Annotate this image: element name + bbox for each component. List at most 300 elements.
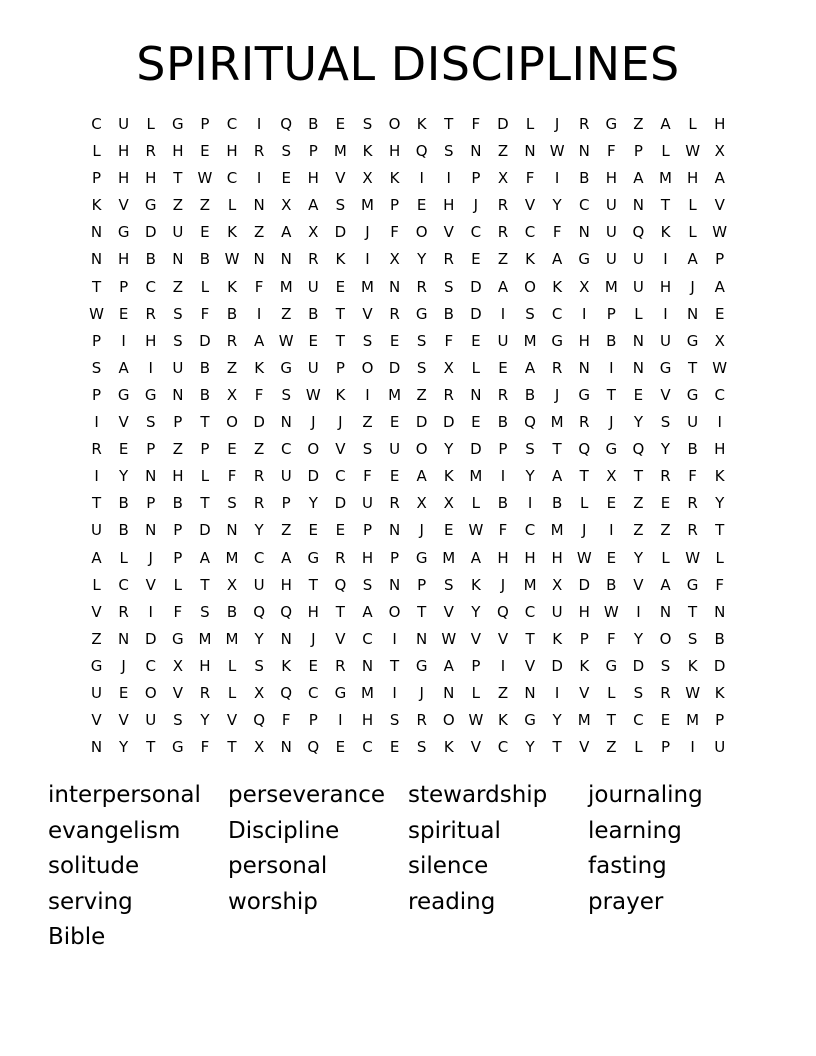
grid-letter: I	[500, 467, 506, 486]
grid-letter: Q	[632, 223, 645, 242]
grid-letter: L	[471, 494, 481, 513]
grid-letter: Q	[524, 413, 536, 432]
grid-letter: I	[554, 169, 560, 188]
grid-letter: U	[497, 331, 509, 350]
grid-letter: M	[442, 548, 456, 567]
grid-letter: W	[685, 548, 701, 567]
grid-letter: Q	[334, 575, 347, 594]
grid-letter: G	[415, 656, 428, 675]
grid-letter: I	[148, 358, 153, 377]
grid-letter: K	[443, 738, 454, 757]
grid-letter: V	[335, 440, 346, 459]
grid-letter: P	[498, 440, 508, 459]
grid-letter: U	[145, 711, 157, 730]
grid-letter: E	[200, 223, 210, 242]
grid-letter: R	[660, 467, 671, 486]
grid-letter: T	[660, 196, 671, 215]
grid-letter: Y	[552, 711, 562, 730]
grid-letter: S	[633, 683, 644, 702]
grid-letter: H	[714, 440, 726, 459]
grid-letter: B	[551, 494, 563, 513]
grid-letter: Z	[362, 413, 373, 432]
grid-letter: W	[305, 385, 321, 404]
grid-letter: G	[686, 385, 699, 404]
grid-letter: H	[280, 575, 292, 594]
grid-letter: F	[607, 629, 616, 648]
grid-letter: S	[362, 331, 373, 350]
grid-letter: F	[525, 169, 535, 188]
grid-letter: O	[307, 440, 320, 459]
grid-letter: E	[606, 494, 617, 513]
grid-letter: P	[308, 142, 318, 161]
grid-letter: V	[335, 169, 346, 188]
grid-letter: X	[389, 250, 400, 269]
grid-letter: I	[690, 738, 695, 757]
grid-letter: S	[660, 656, 671, 675]
grid-letter: E	[389, 413, 400, 432]
grid-letter: Q	[280, 683, 293, 702]
grid-letter: G	[578, 250, 591, 269]
grid-letter: L	[92, 575, 101, 594]
grid-letter: B	[579, 169, 590, 188]
grid-letter: B	[308, 304, 319, 323]
grid-letter: V	[91, 602, 102, 621]
grid-letter: K	[254, 358, 265, 377]
grid-letter: H	[145, 331, 157, 350]
grid-letter: H	[361, 548, 374, 567]
grid-letter: J	[311, 629, 316, 648]
grid-letter: Y	[660, 440, 671, 459]
grid-letter: P	[579, 629, 589, 648]
grid-letter: A	[497, 277, 509, 296]
grid-letter: G	[144, 385, 157, 404]
grid-letter: Y	[552, 196, 562, 215]
grid-letter: H	[551, 548, 563, 567]
grid-letter: S	[687, 629, 698, 648]
grid-letter: L	[471, 358, 481, 377]
grid-letter: X	[579, 277, 590, 296]
grid-letter: C	[470, 223, 482, 242]
grid-letter: D	[307, 467, 320, 486]
grid-letter: R	[416, 277, 427, 296]
grid-letter: N	[686, 304, 699, 323]
grid-letter: Z	[253, 440, 265, 459]
grid-letter: X	[497, 169, 509, 188]
grid-letter: D	[497, 115, 509, 133]
grid-letter: E	[660, 494, 671, 513]
grid-letter: I	[500, 656, 506, 675]
grid-letter: C	[578, 196, 590, 215]
grid-letter: V	[470, 629, 481, 648]
word-list-item: worship	[228, 888, 318, 915]
grid-letter: W	[576, 548, 592, 567]
grid-letter: F	[471, 115, 481, 133]
grid-letter: E	[389, 738, 400, 757]
grid-letter: W	[603, 602, 619, 621]
grid-letter: Y	[471, 602, 481, 621]
grid-letter: V	[443, 602, 454, 621]
grid-letter: H	[226, 142, 238, 161]
grid-letter: U	[307, 277, 319, 296]
grid-letter: S	[525, 304, 535, 323]
grid-letter: A	[281, 223, 292, 242]
grid-letter: N	[388, 575, 401, 594]
grid-letter: Y	[308, 494, 318, 513]
grid-letter: K	[552, 629, 563, 648]
grid-letter: N	[578, 142, 590, 161]
grid-letter: E	[308, 521, 319, 540]
grid-letter: K	[91, 196, 102, 215]
grid-letter: X	[443, 358, 454, 377]
grid-letter: V	[226, 711, 238, 730]
grid-letter: H	[307, 169, 319, 188]
grid-letter: E	[308, 656, 319, 675]
grid-letter: I	[663, 250, 668, 269]
grid-letter: P	[715, 250, 725, 269]
grid-letter: S	[227, 494, 237, 513]
grid-letter: S	[444, 142, 454, 161]
grid-letter: F	[254, 277, 264, 296]
grid-letter: L	[92, 142, 101, 161]
grid-letter: G	[172, 738, 184, 757]
grid-letter: S	[173, 711, 183, 730]
grid-letter: H	[497, 548, 509, 567]
grid-letter: C	[91, 115, 102, 133]
grid-letter: T	[173, 169, 183, 188]
grid-letter: I	[500, 304, 506, 323]
grid-letter: L	[688, 223, 697, 242]
grid-letter: G	[117, 385, 130, 404]
grid-letter: E	[471, 250, 481, 269]
grid-letter: A	[552, 467, 563, 486]
grid-letter: E	[335, 521, 346, 540]
grid-letter: G	[415, 304, 428, 323]
grid-letter: K	[362, 142, 373, 161]
grid-letter: G	[415, 548, 428, 567]
grid-letter: N	[253, 196, 265, 215]
grid-letter: B	[199, 385, 211, 404]
grid-letter: I	[446, 169, 451, 188]
grid-letter: X	[172, 656, 183, 675]
grid-letter: E	[498, 358, 508, 377]
grid-letter: K	[525, 250, 535, 269]
grid-letter: I	[148, 602, 153, 621]
grid-letter: Z	[253, 223, 265, 242]
grid-letter: P	[173, 521, 183, 540]
grid-letter: U	[632, 277, 644, 296]
grid-letter: E	[335, 115, 346, 133]
grid-letter: X	[552, 575, 563, 594]
grid-letter: U	[605, 223, 617, 242]
grid-letter: S	[416, 738, 427, 757]
grid-letter: F	[715, 575, 725, 594]
grid-letter: N	[714, 602, 726, 621]
grid-letter: B	[172, 494, 183, 513]
grid-letter: B	[687, 440, 698, 459]
grid-letter: N	[632, 196, 645, 215]
grid-letter: D	[334, 494, 347, 513]
grid-letter: F	[173, 602, 183, 621]
grid-letter: B	[145, 250, 156, 269]
grid-letter: Z	[281, 304, 292, 323]
grid-letter: F	[227, 467, 237, 486]
grid-letter: M	[469, 467, 483, 486]
grid-letter: R	[551, 358, 563, 377]
grid-letter: Z	[199, 196, 211, 215]
grid-letter: I	[256, 169, 262, 188]
grid-letter: V	[118, 413, 129, 432]
grid-letter: R	[308, 250, 319, 269]
grid-letter: R	[497, 196, 509, 215]
grid-letter: G	[334, 683, 347, 702]
grid-letter: V	[118, 196, 129, 215]
grid-letter: B	[524, 385, 536, 404]
grid-letter: S	[145, 413, 156, 432]
grid-letter: G	[605, 656, 618, 675]
grid-letter: E	[118, 440, 129, 459]
grid-letter: F	[498, 521, 508, 540]
grid-letter: L	[119, 548, 128, 567]
grid-letter: C	[524, 223, 536, 242]
grid-letter: V	[633, 575, 644, 594]
grid-letter: I	[392, 683, 397, 702]
grid-letter: H	[118, 169, 130, 188]
word-list-item: reading	[408, 888, 496, 915]
grid-letter: N	[443, 683, 455, 702]
grid-letter: D	[442, 413, 455, 432]
grid-letter: E	[471, 331, 481, 350]
grid-letter: D	[470, 304, 482, 323]
grid-letter: R	[335, 656, 346, 675]
grid-letter: L	[200, 467, 210, 486]
grid-letter: M	[659, 169, 672, 188]
grid-letter: H	[172, 142, 184, 161]
page-title: SPIRITUAL DISCIPLINES	[136, 37, 680, 91]
grid-letter: M	[333, 142, 347, 161]
grid-letter: M	[225, 629, 239, 648]
grid-letter: P	[92, 385, 102, 404]
grid-letter: D	[470, 277, 482, 296]
grid-letter: T	[335, 602, 345, 621]
grid-letter: N	[524, 683, 536, 702]
grid-letter: M	[198, 629, 212, 648]
grid-letter: P	[471, 656, 481, 675]
grid-letter: E	[335, 277, 346, 296]
grid-letter: P	[362, 521, 372, 540]
grid-letter: V	[579, 738, 590, 757]
grid-letter: R	[199, 683, 211, 702]
grid-letter: V	[172, 683, 183, 702]
grid-letter: F	[200, 738, 210, 757]
grid-letter: A	[470, 548, 481, 567]
grid-letter: N	[172, 385, 184, 404]
grid-letter: T	[200, 575, 210, 594]
grid-letter: S	[200, 602, 210, 621]
grid-letter: E	[308, 331, 319, 350]
word-list-item: Bible	[48, 924, 106, 950]
word-list-item: interpersonal	[48, 782, 201, 808]
grid-letter: Z	[172, 196, 183, 215]
grid-letter: B	[226, 304, 238, 323]
grid-letter: M	[604, 277, 618, 296]
grid-letter: N	[280, 629, 292, 648]
grid-letter: Q	[280, 115, 293, 133]
grid-letter: R	[687, 521, 698, 540]
grid-letter: O	[659, 629, 672, 648]
grid-letter: T	[606, 711, 616, 730]
grid-letter: Q	[253, 602, 266, 621]
grid-letter: J	[365, 223, 370, 242]
grid-letter: P	[308, 711, 318, 730]
grid-letter: C	[118, 575, 129, 594]
grid-letter: L	[580, 494, 589, 513]
grid-letter: H	[118, 142, 130, 161]
grid-letter: O	[415, 440, 428, 459]
grid-letter: A	[308, 196, 319, 215]
grid-letter: P	[417, 575, 427, 594]
grid-letter: Y	[200, 711, 210, 730]
word-list-item: evangelism	[48, 817, 181, 844]
grid-letter: W	[712, 358, 728, 377]
grid-letter: R	[389, 494, 400, 513]
grid-letter: X	[281, 196, 292, 215]
grid-letter: D	[144, 629, 157, 648]
grid-letter: H	[443, 196, 455, 215]
grid-letter: K	[579, 656, 590, 675]
grid-letter: G	[307, 548, 320, 567]
grid-letter: B	[606, 331, 617, 350]
grid-letter: N	[659, 602, 672, 621]
grid-letter: J	[338, 413, 343, 432]
grid-letter: L	[634, 304, 643, 323]
grid-letter: B	[199, 250, 211, 269]
grid-letter: J	[690, 277, 695, 296]
grid-letter: Z	[497, 683, 509, 702]
grid-letter: V	[145, 575, 156, 594]
grid-letter: X	[253, 738, 265, 757]
grid-letter: S	[362, 115, 373, 133]
grid-letter: E	[606, 548, 617, 567]
grid-letter: V	[470, 738, 481, 757]
grid-letter: M	[361, 277, 374, 296]
grid-letter: Z	[497, 142, 509, 161]
grid-letter: L	[227, 683, 237, 702]
grid-letter: U	[307, 358, 319, 377]
grid-letter: N	[578, 358, 590, 377]
word-list-item: fasting	[588, 853, 667, 879]
grid-letter: C	[308, 683, 319, 702]
grid-letter: I	[527, 494, 533, 513]
grid-letter: C	[714, 385, 725, 404]
grid-letter: D	[253, 413, 265, 432]
grid-letter: I	[365, 250, 370, 269]
grid-letter: H	[714, 115, 726, 133]
grid-letter: E	[471, 413, 481, 432]
grid-letter: Z	[91, 629, 102, 648]
grid-letter: Y	[525, 467, 535, 486]
grid-letter: X	[362, 169, 373, 188]
grid-letter: K	[227, 277, 237, 296]
grid-letter: L	[227, 196, 237, 215]
grid-letter: S	[281, 142, 291, 161]
word-list-item: prayer	[588, 888, 664, 915]
grid-letter: P	[92, 169, 102, 188]
grid-letter: N	[470, 142, 482, 161]
grid-letter: N	[90, 738, 103, 757]
grid-letter: Z	[660, 521, 671, 540]
grid-letter: L	[200, 277, 210, 296]
word-list-item: spiritual	[408, 817, 501, 844]
grid-letter: K	[470, 575, 481, 594]
grid-letter: P	[119, 277, 129, 296]
grid-letter: U	[118, 115, 130, 133]
grid-letter: C	[145, 277, 156, 296]
grid-letter: F	[444, 331, 454, 350]
grid-letter: W	[468, 521, 484, 540]
grid-letter: N	[226, 521, 238, 540]
grid-letter: I	[392, 629, 397, 648]
grid-letter: P	[390, 196, 400, 215]
grid-letter: M	[361, 683, 374, 702]
grid-letter: S	[389, 711, 400, 730]
grid-letter: Y	[417, 250, 427, 269]
grid-letter: G	[551, 331, 563, 350]
grid-letter: H	[118, 250, 130, 269]
grid-letter: Q	[578, 440, 591, 459]
grid-letter: A	[660, 575, 671, 594]
grid-letter: E	[660, 711, 671, 730]
grid-letter: U	[687, 413, 699, 432]
grid-letter: L	[471, 683, 481, 702]
grid-letter: R	[145, 142, 156, 161]
grid-letter: T	[417, 602, 427, 621]
word-list-item: solitude	[48, 853, 140, 879]
grid-letter: E	[227, 440, 237, 459]
grid-letter: N	[145, 521, 157, 540]
grid-letter: Y	[119, 467, 129, 486]
grid-letter: I	[636, 602, 641, 621]
grid-letter: H	[388, 142, 401, 161]
grid-letter: H	[361, 711, 374, 730]
grid-letter: D	[415, 413, 428, 432]
grid-letter: A	[687, 250, 698, 269]
grid-letter: L	[634, 738, 643, 757]
grid-letter: P	[146, 440, 156, 459]
word-list-item: journaling	[588, 782, 703, 808]
grid-letter: Y	[254, 521, 264, 540]
grid-letter: W	[685, 683, 701, 702]
grid-letter: J	[554, 115, 560, 133]
grid-letter: S	[660, 413, 671, 432]
grid-letter: Z	[497, 250, 509, 269]
grid-letter: Q	[307, 738, 320, 757]
grid-letter: C	[226, 169, 238, 188]
grid-letter: C	[524, 521, 536, 540]
grid-letter: K	[714, 683, 725, 702]
grid-letter: U	[660, 331, 671, 350]
grid-letter: F	[281, 711, 291, 730]
grid-letter: Q	[632, 440, 645, 459]
grid-letter: J	[311, 413, 316, 432]
grid-letter: S	[173, 331, 183, 350]
grid-letter: Y	[444, 440, 454, 459]
grid-letter: L	[661, 142, 670, 161]
grid-letter: C	[335, 467, 346, 486]
grid-letter: C	[253, 548, 265, 567]
grid-letter: D	[334, 223, 347, 242]
grid-letter: B	[443, 304, 454, 323]
grid-letter: P	[200, 115, 210, 133]
